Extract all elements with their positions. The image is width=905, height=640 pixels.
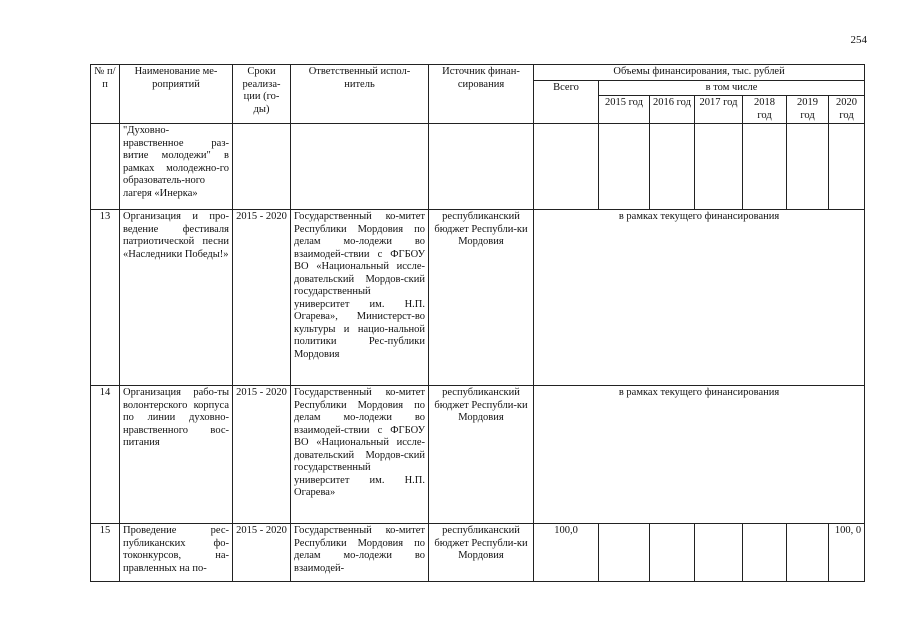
header-including: в том числе [599, 80, 865, 96]
row-year [829, 124, 865, 210]
row-name: Проведение рес-публиканских фо-токонкурсов, на-правленных на по- [120, 524, 233, 582]
row-source: республиканский бюджет Республи-ки Мордовия [429, 524, 534, 582]
row-source: республиканский бюджет Республи-ки Мордовия [429, 210, 534, 386]
row-executor: Государственный ко-митет Республики Мордовия по делам мо-лодежи во взаимодей-ствии с ФГБОУ ВО «Национальный иссле-довательский Мордов-ский государственный университет им. Н.П. Огарева» [291, 386, 429, 524]
row-total: 100,0 [534, 524, 599, 582]
header-year-2017: 2017 год [695, 96, 743, 124]
row-year [599, 524, 650, 582]
funding-note: в рамках текущего финансирования [534, 386, 865, 524]
header-year-2018: 2018 год [743, 96, 787, 124]
row-num: 13 [91, 210, 120, 386]
table-row [91, 124, 865, 210]
row-year [787, 524, 829, 582]
header-year-2019: 2019 год [787, 96, 829, 124]
row-term [233, 124, 291, 210]
row-num: 14 [91, 386, 120, 524]
header-source: Источник финан-сирования [429, 65, 534, 124]
header-num: № п/п [91, 65, 120, 124]
row-name: Организация рабо-ты волонтерского корпуса по линии духовно-нравственного вос-питания [120, 386, 233, 524]
row-executor [291, 124, 429, 210]
header-year-2015: 2015 год [599, 96, 650, 124]
row-num: 15 [91, 524, 120, 582]
row-year [650, 524, 695, 582]
row-year [743, 524, 787, 582]
header-total: Всего [534, 80, 599, 124]
table-row [91, 386, 865, 524]
row-name: Организация и про-ведение фестиваля патриотической песни «Наследники Победы!» [120, 210, 233, 386]
row-year [743, 124, 787, 210]
header-funding: Объемы финансирования, тыс. рублей [534, 65, 865, 81]
row-executor: Государственный ко-митет Республики Мордовия по делам мо-лодежи во взаимодей- [291, 524, 429, 582]
funding-note: в рамках текущего финансирования [534, 210, 865, 386]
header-executor: Ответственный испол-нитель [291, 65, 429, 124]
funding-table [90, 64, 865, 582]
table-row [91, 210, 865, 386]
row-source: республиканский бюджет Республи-ки Мордовия [429, 386, 534, 524]
header-year-2016: 2016 год [650, 96, 695, 124]
row-year [695, 124, 743, 210]
row-source [429, 124, 534, 210]
row-year [695, 524, 743, 582]
row-term: 2015 - 2020 [233, 386, 291, 524]
row-term: 2015 - 2020 [233, 210, 291, 386]
row-name: "Духовно-нравственное раз-витие молодежи" в рамках молодежно-го образователь-ного лагеря «Инерка» [120, 124, 233, 210]
row-year [599, 124, 650, 210]
header-term: Сроки реализа-ции (го-ды) [233, 65, 291, 124]
row-year [787, 124, 829, 210]
row-term: 2015 - 2020 [233, 524, 291, 582]
table-row [91, 524, 865, 582]
row-year: 100, 0 [829, 524, 865, 582]
header-year-2020: 2020 год [829, 96, 865, 124]
header-name: Наименование ме-роприятий [120, 65, 233, 124]
row-total [534, 124, 599, 210]
row-year [650, 124, 695, 210]
page-number: 254 [850, 34, 867, 46]
row-executor: Государственный ко-митет Республики Мордовия по делам мо-лодежи во взаимодей-ствии с ФГБОУ ВО «Национальный иссле-довательский Мордов-ский государственный университет им. Н.П. Огарева», Министерст-во культуры и нацио-нальной политики Рес-публики Мордовия [291, 210, 429, 386]
row-num [91, 124, 120, 210]
